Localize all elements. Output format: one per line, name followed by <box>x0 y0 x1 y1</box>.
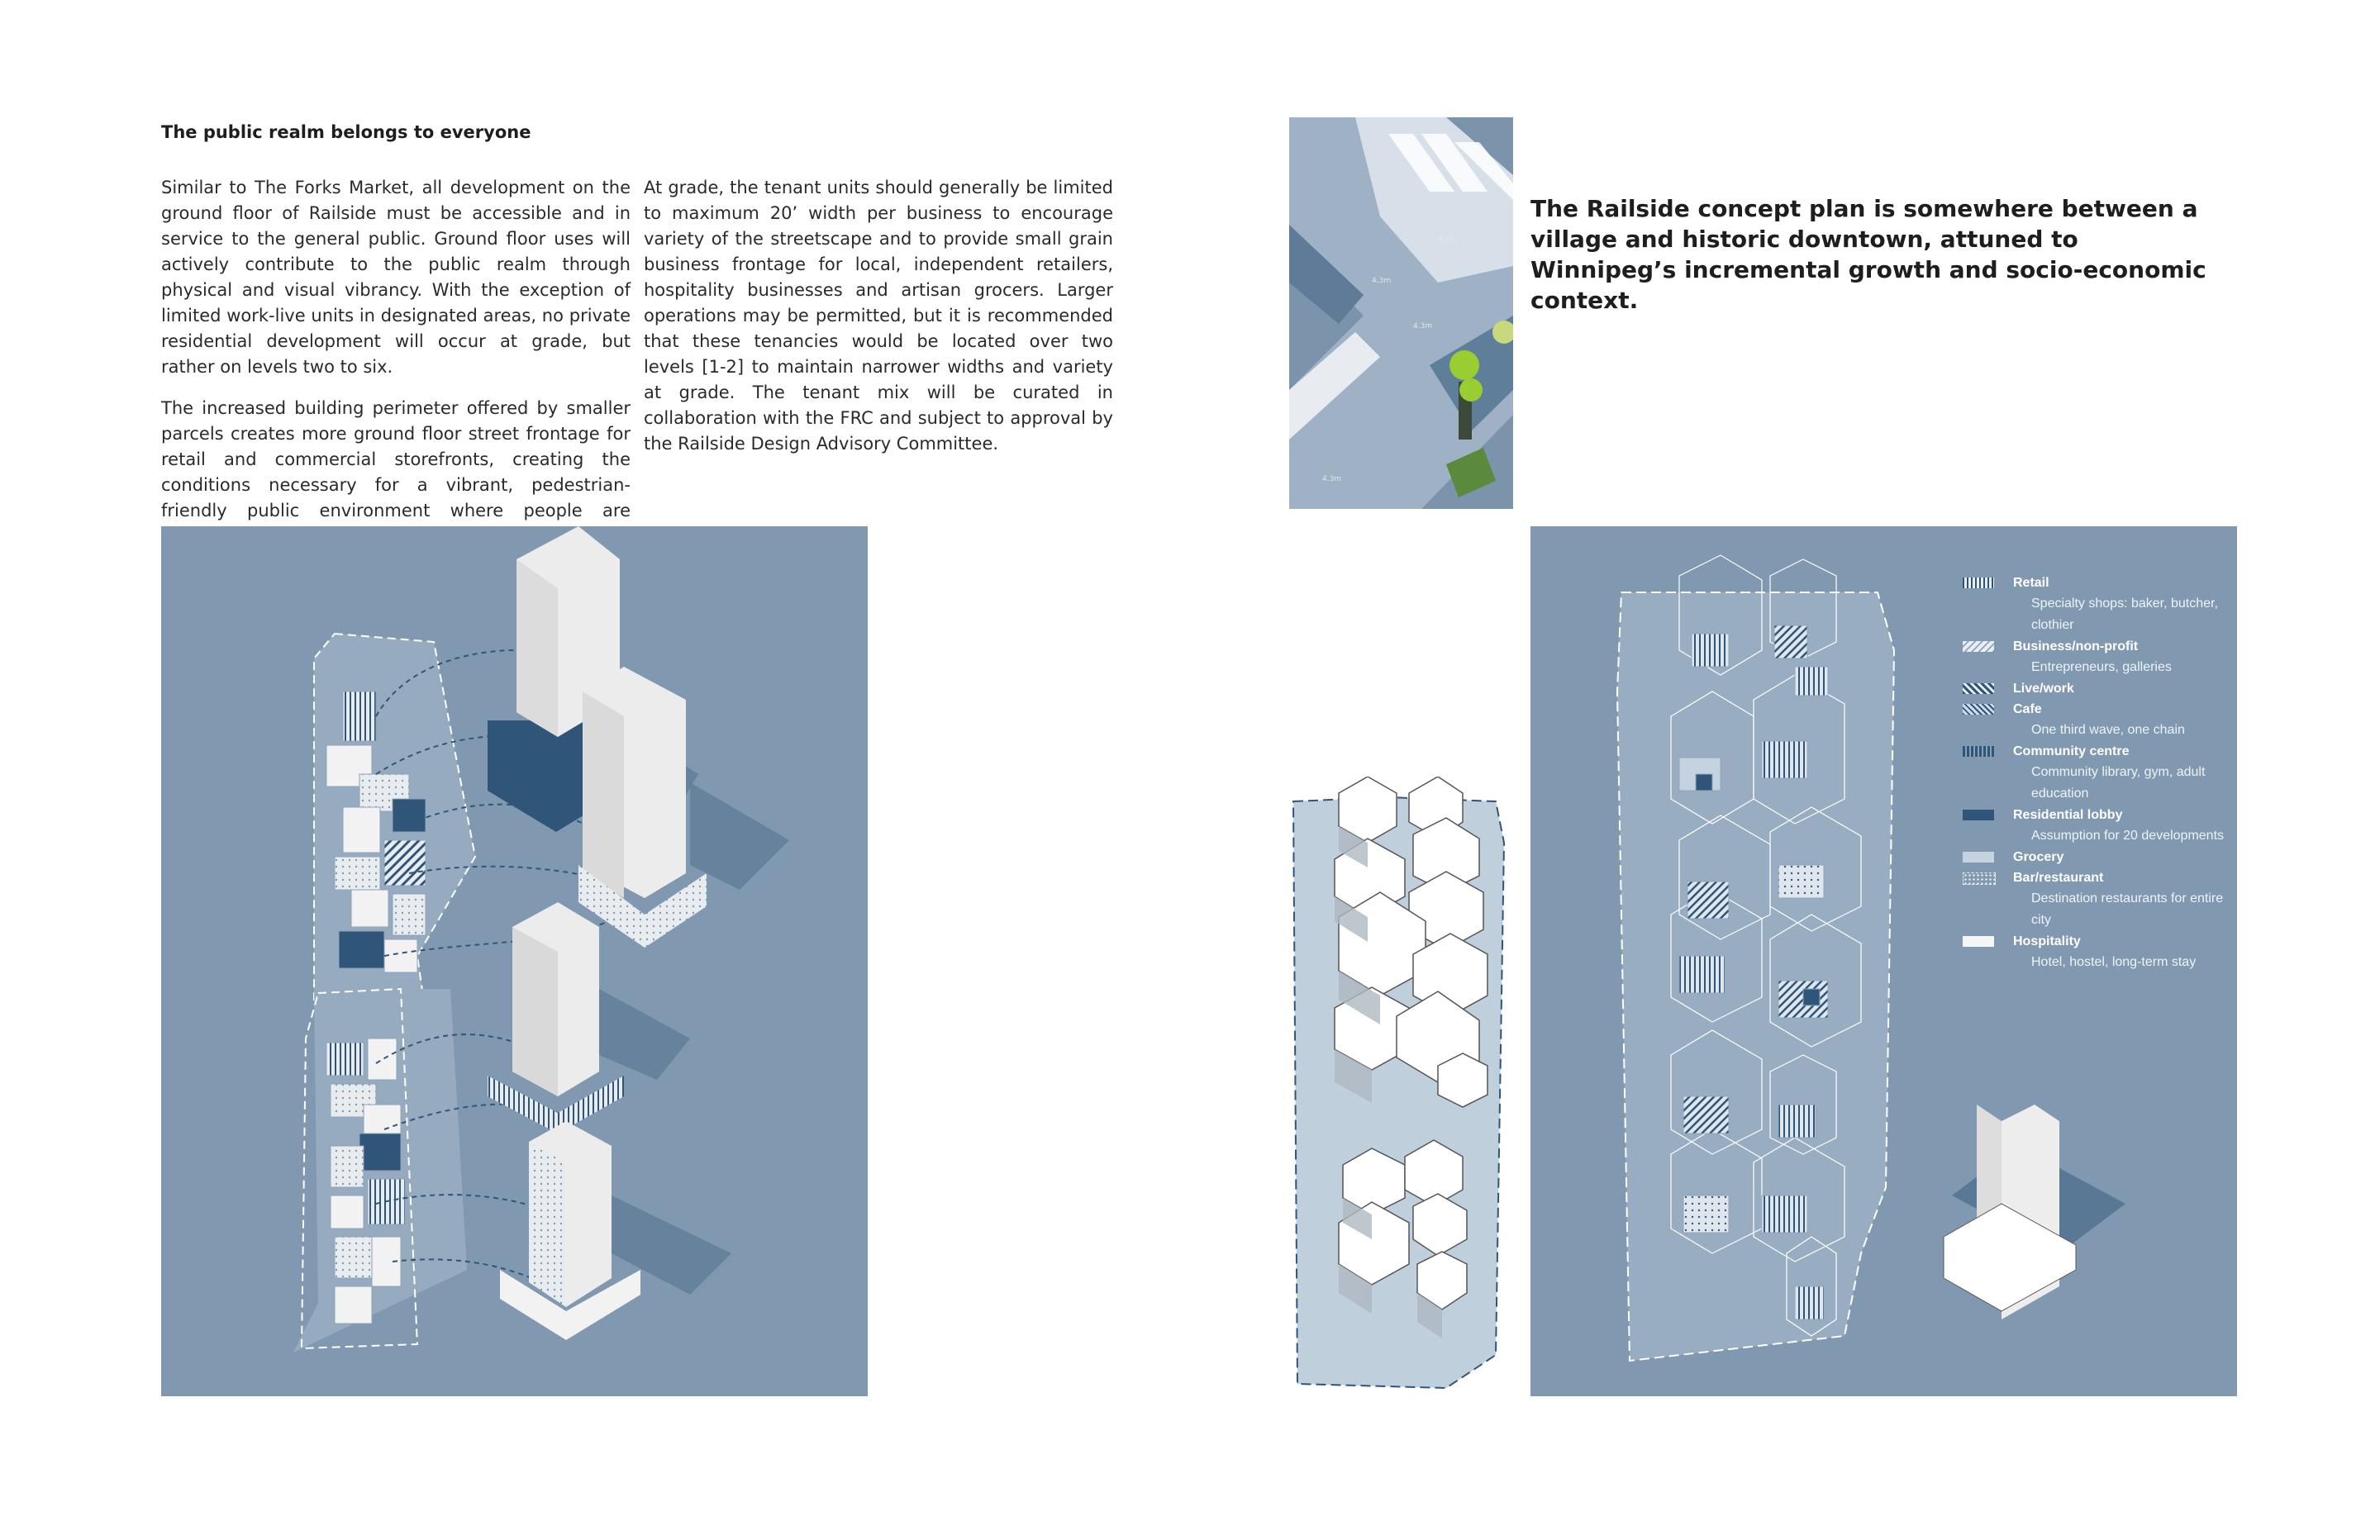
program-legend <box>1963 573 2235 973</box>
legend-swatch <box>1963 641 1994 652</box>
legend-item <box>1963 805 2235 847</box>
legend-description: Hotel, hostel, long-term stay <box>2031 955 2197 969</box>
dimension-label: 4.3m <box>1322 475 1342 483</box>
program-mix-diagram <box>1530 526 2237 1396</box>
legend-label: Retail <box>2013 576 2049 590</box>
massing-blocks-diagram <box>1289 777 1521 1396</box>
body-column-right <box>644 175 1113 473</box>
massing-illustration <box>1289 777 1521 1396</box>
legend-swatch <box>1963 872 1996 885</box>
street-perspective-diagram <box>1289 117 1513 509</box>
legend-item <box>1963 867 2235 931</box>
legend-label: Community centre <box>2013 744 2130 758</box>
legend-item <box>1963 741 2235 805</box>
legend-swatch <box>1963 578 1994 588</box>
section-heading: The public realm belongs to everyone <box>161 122 531 142</box>
paragraph: The increased building perimeter offered by smaller parcels creates more ground floor street frontage for retail and commercial storefronts, creating the conditions necessary for a vibrant, pedestrian-friendly public environment where people are <box>161 398 631 520</box>
legend-label: Residential lobby <box>2013 808 2123 822</box>
legend-swatch <box>1963 683 1994 694</box>
legend-item <box>1963 699 2235 741</box>
legend-item <box>1963 847 2235 867</box>
legend-item <box>1963 678 2235 699</box>
dimension-label: 4.3m <box>1438 235 1458 244</box>
legend-swatch <box>1963 852 1994 863</box>
legend-label: Grocery <box>2013 850 2064 864</box>
legend-description: Specialty shops: baker, butcher, clothier <box>2031 597 2218 632</box>
legend-swatch <box>1963 704 1994 715</box>
paragraph: Similar to The Forks Market, all development on the ground floor of Railside must be accessible and in service to the general public. Ground floor uses will actively contribute to the public realm through physical and visual vibrancy. With the exception of limited work-live units in designated areas, no private residential development will occur at grade, but rather on levels two to six. <box>161 178 631 377</box>
legend-item <box>1963 636 2235 678</box>
legend-label: Business/non-profit <box>2013 639 2139 654</box>
dimension-label: 4.3m <box>1372 277 1392 285</box>
pull-quote: The Railside concept plan is somewhere between a village and historic downtown, attuned to Winnipeg’s incremental growth and socio-economic context. <box>1530 195 2206 314</box>
legend-description: Assumption for 20 developments <box>2031 829 2225 843</box>
legend-swatch <box>1963 810 1994 820</box>
legend-label: Bar/restaurant <box>2013 871 2104 885</box>
street-perspective-illustration <box>1289 117 1513 509</box>
legend-swatch <box>1963 936 1994 947</box>
legend-description: One third wave, one chain <box>2031 723 2185 737</box>
ground-floor-axonometric-diagram <box>161 526 868 1396</box>
body-column-left <box>161 175 631 565</box>
legend-item <box>1963 931 2235 973</box>
legend-item <box>1963 573 2235 636</box>
legend-label: Cafe <box>2013 702 2042 716</box>
legend-label: Hospitality <box>2013 934 2081 948</box>
legend-description: Entrepreneurs, galleries <box>2031 660 2172 674</box>
dimension-label: 4.3m <box>1413 322 1433 330</box>
paragraph: At grade, the tenant units should generally be limited to maximum 20’ width per business to encourage variety of the streetscape and to provide small grain business frontage for local, independent retailers, hospitality businesses and artisan grocers. Larger operations may be permitted, but it is recommended that these tenancies would be located over two levels [1-2] to maintain narrower widths and variety at grade. The tenant mix will be curated in collaboration with the FRC and subject to approval by the Railside Design Advisory Committee. <box>644 178 1113 454</box>
ground-floor-illustration <box>161 526 868 1396</box>
legend-description: Community library, gym, adult education <box>2031 765 2206 801</box>
legend-description: Destination restaurants for entire city <box>2031 891 2224 927</box>
legend-label: Live/work <box>2013 682 2074 696</box>
legend-swatch <box>1963 746 1994 757</box>
